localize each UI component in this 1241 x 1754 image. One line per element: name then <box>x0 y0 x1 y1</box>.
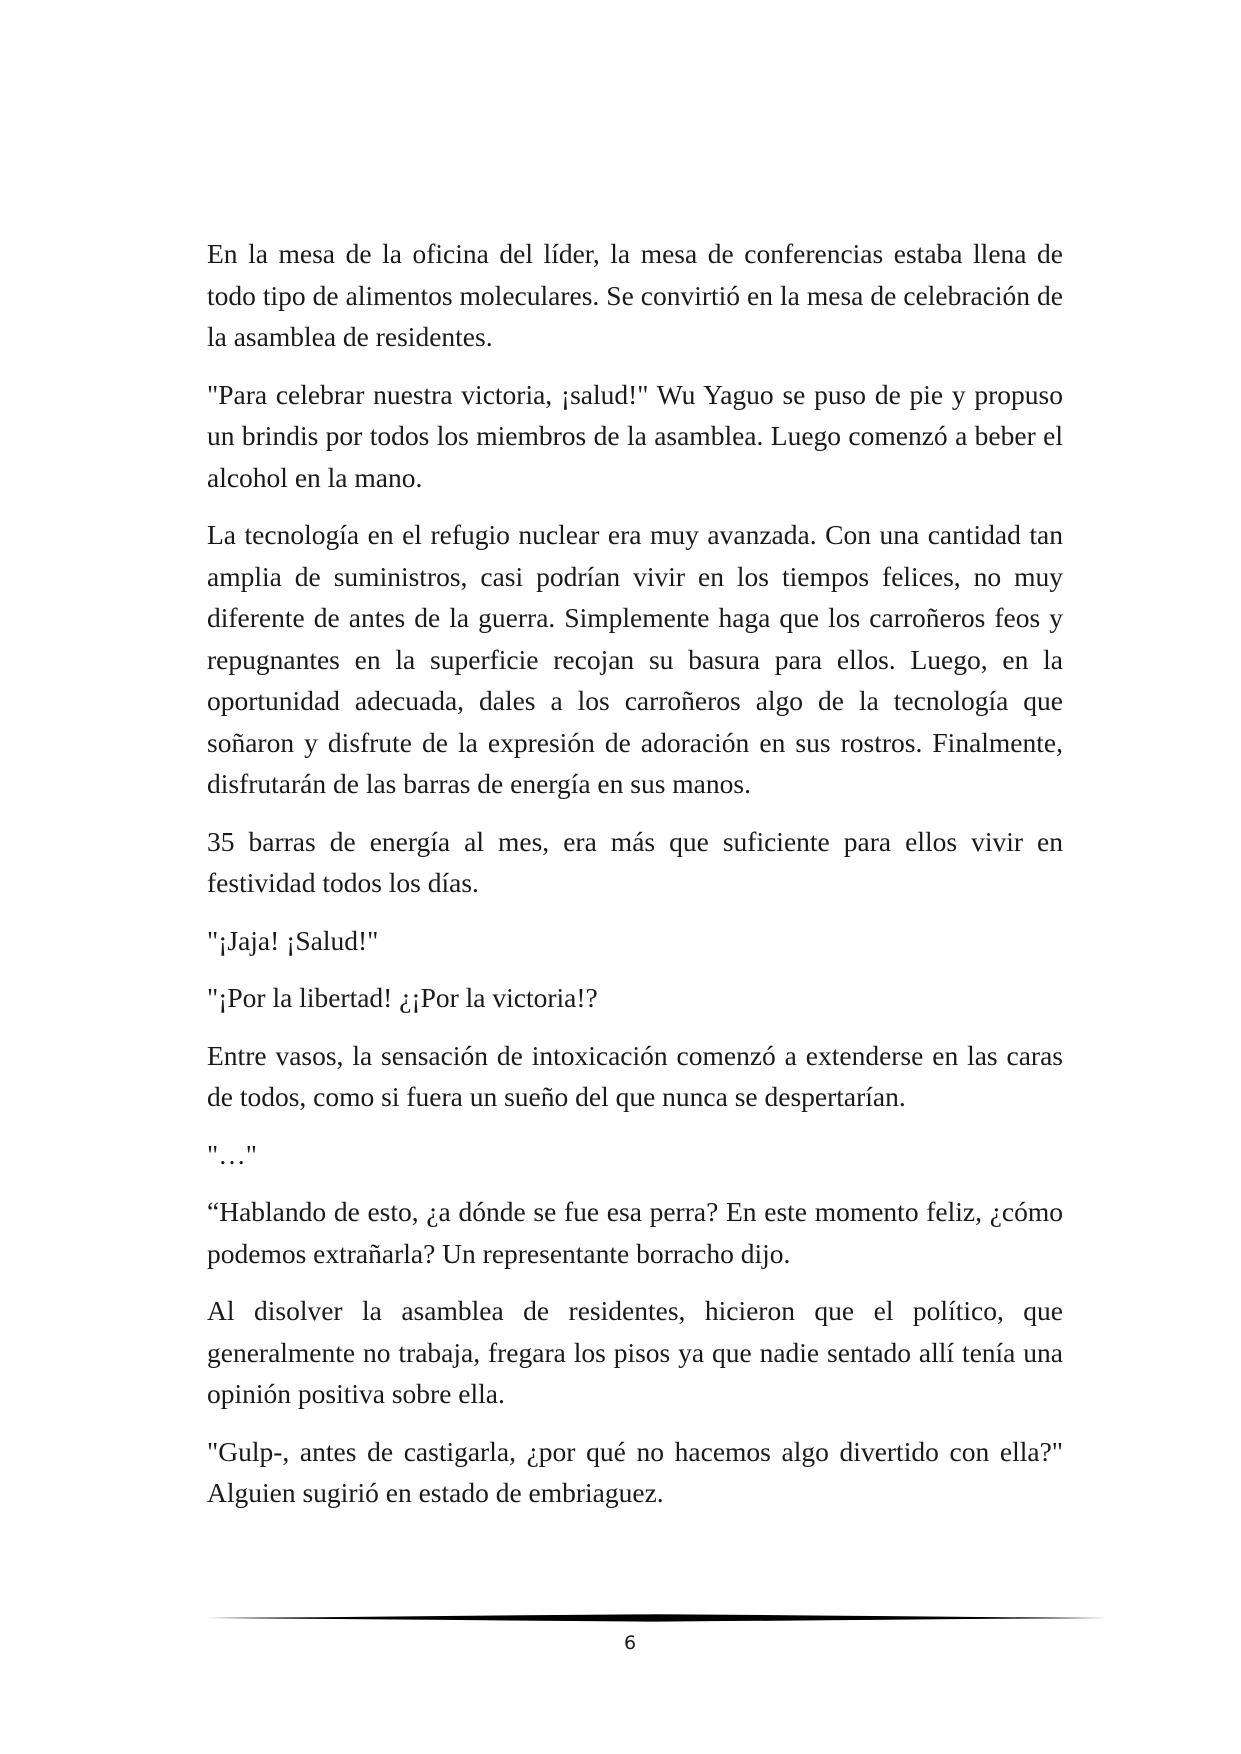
paragraph-7: Entre vasos, la sensación de intoxicación comenzó a extenderse en las caras de todos, como si fuera un sueño del que nunca se despertarían. <box>207 1039 1063 1112</box>
paragraph-5: "¡Jaja! ¡Salud!" <box>207 924 379 956</box>
paragraph-3: La tecnología en el refugio nuclear era muy avanzada. Con una cantidad tan amplia de suministros, casi podrían vivir en los tiempos felices, no muy diferente de antes de la guerra. Simplemente haga que los carroñeros feos y repugnantes en la superficie recojan su basura para ellos. Luego, en la oportunidad adecuada, dales a los carroñeros algo de la tecnología que soñaron y disfrute de la expresión de adoración en sus rostros. Finalmente, disfrutarán de las barras de energía en sus manos. <box>207 519 1063 799</box>
paragraph-11: "Gulp-, antes de castigarla, ¿por qué no hacemos algo divertido con ella?" Alguien sugirió en estado de embriaguez. <box>207 1435 1063 1508</box>
paragraph-6: "¡Por la libertad! ¿¡Por la victoria!? <box>207 982 598 1013</box>
page-number: 6 <box>623 1632 637 1654</box>
paragraph-1: En la mesa de la oficina del líder, la mesa de conferencias estaba llena de todo tipo de alimentos moleculares. Se convirtió en la mesa de celebración de la asamblea de residentes. <box>207 238 1063 352</box>
body-text <box>207 233 1063 1530</box>
footer-divider-swoosh <box>207 1614 1107 1621</box>
paragraph-10: Al disolver la asamblea de residentes, hicieron que el político, que generalmente no trabaja, fregara los pisos ya que nadie sentado allí tenía una opinión positiva sobre ella. <box>207 1295 1063 1409</box>
paragraph-2: "Para celebrar nuestra victoria, ¡salud!" Wu Yaguo se puso de pie y propuso un brindis por todos los miembros de la asamblea. Luego comenzó a beber el alcohol en la mano. <box>207 378 1063 493</box>
paragraph-8: "…" <box>207 1138 257 1170</box>
footer-divider <box>207 1612 1107 1624</box>
paragraph-9: “Hablando de esto, ¿a dónde se fue esa perra? En este momento feliz, ¿cómo podemos extrañarla? Un representante borracho dijo. <box>207 1196 1063 1269</box>
paragraph-4: 35 barras de energía al mes, era más que suficiente para ellos vivir en festividad todos los días. <box>207 825 1063 898</box>
